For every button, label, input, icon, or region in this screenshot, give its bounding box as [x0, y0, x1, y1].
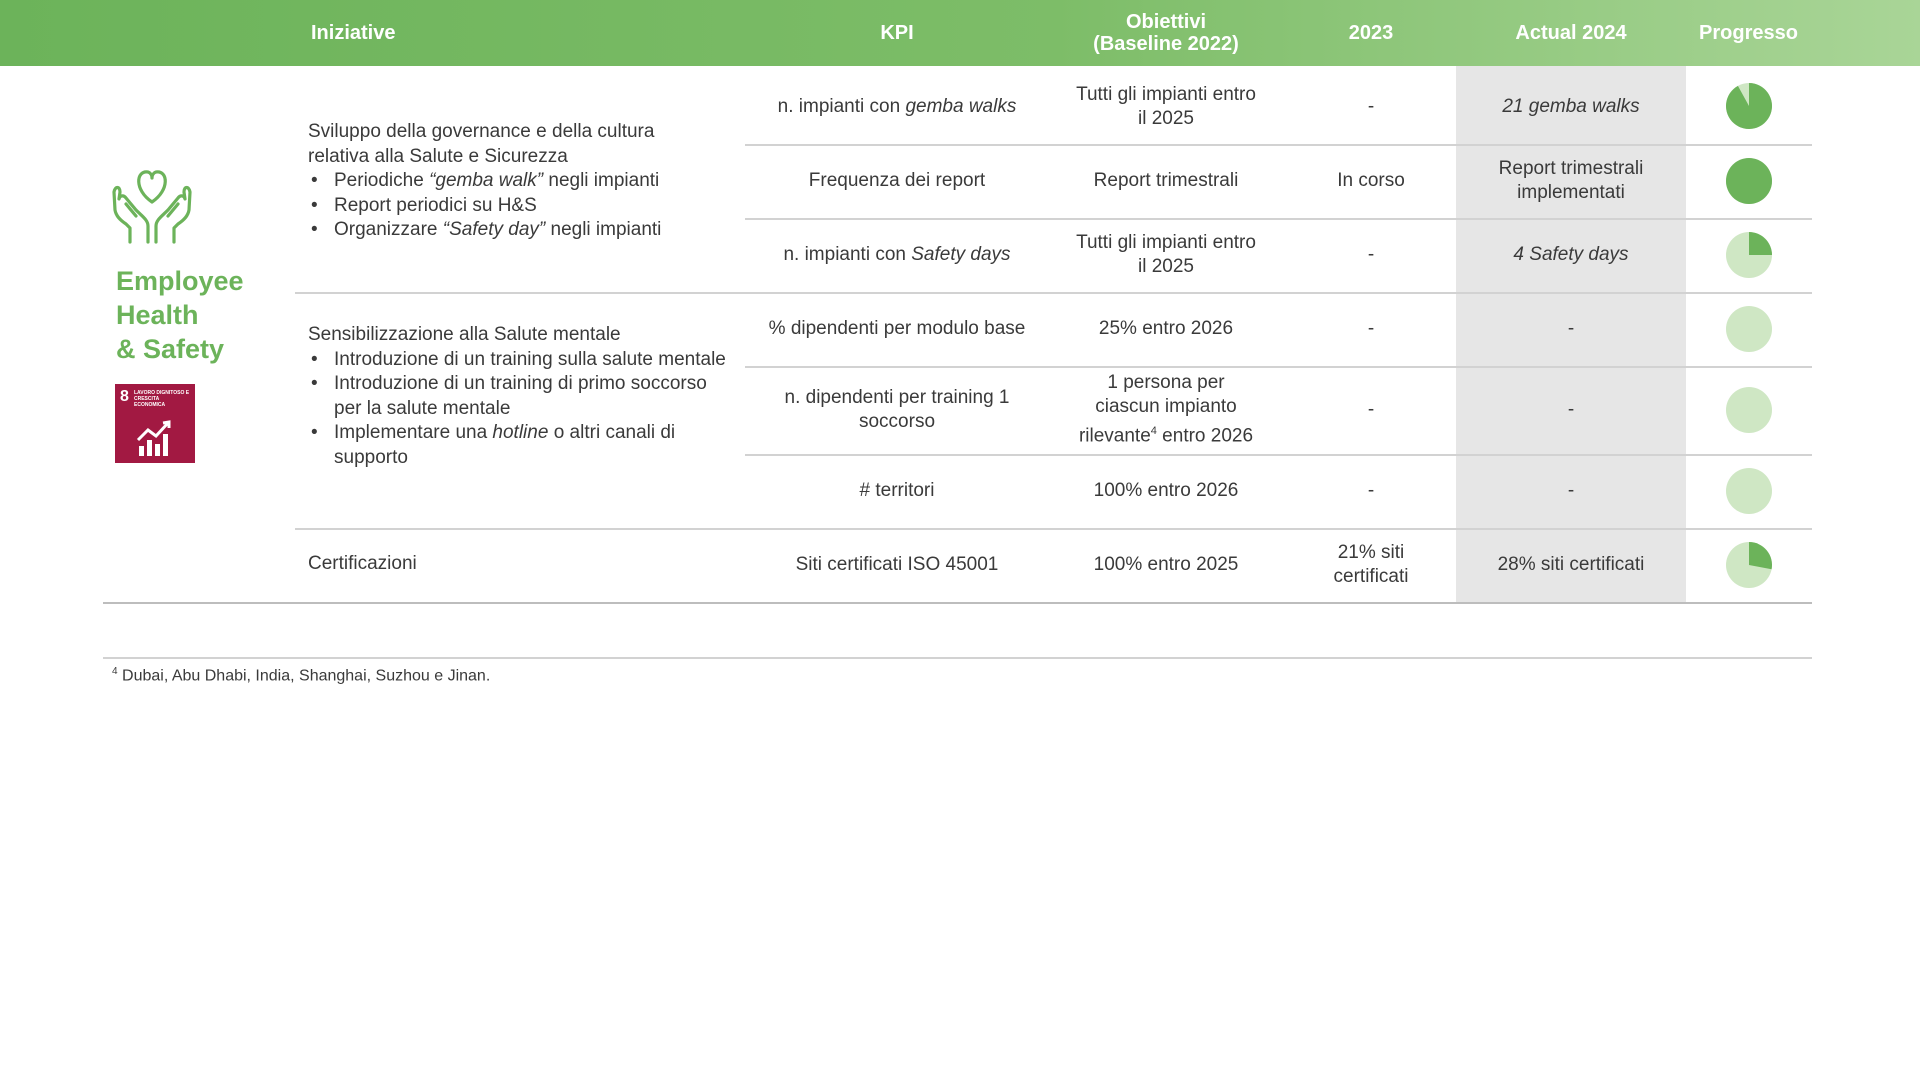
- header-kpi: [748, 0, 1046, 66]
- target-cell: Report trimestrali: [1093, 170, 1239, 191]
- header-iniziative: [311, 0, 561, 66]
- progress-pie-fill: [1749, 232, 1772, 255]
- initiative-governance: [308, 120, 748, 243]
- y2023-cell: -: [1367, 318, 1375, 339]
- list-item: • Organizzare “Safety day” negli impianti: [308, 218, 748, 243]
- category-title-line1: Employee: [116, 266, 244, 296]
- kpi-cell: n. dipendenti per training 1 soccorso: [784, 387, 1010, 432]
- sdg-text: LAVORO DIGNITOSO E CRESCITA ECONOMICA: [134, 390, 190, 408]
- initiative-certificazioni: [308, 552, 738, 577]
- progress-pie: [1725, 386, 1773, 434]
- header-iniziative-label: Iniziative: [311, 22, 396, 44]
- table-bottom-border: [103, 602, 1812, 604]
- progress-pie-fill: [1749, 542, 1772, 569]
- header-actual-2024: [1456, 0, 1686, 66]
- header-obiettivi: [1046, 0, 1286, 66]
- header-obiettivi-line1: Obiettivi: [1125, 11, 1206, 33]
- kpi-cell: n. impianti con gemba walks: [777, 96, 1017, 117]
- progress-pie: [1725, 541, 1773, 589]
- header-kpi-label: KPI: [880, 22, 914, 44]
- list-item: • Report periodici su H&S: [308, 194, 748, 219]
- kpi-cell: Siti certificati ISO 45001: [795, 554, 999, 575]
- actual-cell: 4 Safety days: [1513, 244, 1629, 265]
- progress-pie: [1725, 82, 1773, 130]
- target-cell: 25% entro 2026: [1098, 318, 1234, 339]
- target-cell: 1 persona per ciascun impianto rilevante$^4$ entro 2026: [1078, 372, 1254, 447]
- actual-cell: Report trimestrali implementati: [1498, 158, 1644, 203]
- initiative-mental-health-title: Sensibilizzazione alla Salute mentale: [308, 324, 621, 345]
- progress-pie: [1725, 231, 1773, 279]
- kpi-cell: # territori: [859, 480, 935, 501]
- header-2023: [1286, 0, 1456, 66]
- target-cell: Tutti gli impianti entro il 2025: [1076, 84, 1256, 129]
- actual-cell: -: [1567, 318, 1575, 339]
- kpi-cell: Frequenza dei report: [808, 170, 986, 191]
- y2023-cell: -: [1367, 399, 1375, 420]
- target-cell: Tutti gli impianti entro il 2025: [1076, 232, 1256, 277]
- initiative-mental-health-list: [308, 348, 738, 471]
- actual-cell: 28% siti certificati: [1497, 554, 1645, 575]
- category-title: [116, 264, 244, 366]
- y2023-cell: 21% siti certificati: [1333, 542, 1409, 587]
- list-item: • Introduzione di un training sulla salute mentale: [308, 348, 738, 373]
- header-2023-label: 2023: [1348, 22, 1394, 44]
- actual-cell: -: [1567, 399, 1575, 420]
- category-title-line3: & Safety: [116, 334, 225, 364]
- progress-pie: [1725, 157, 1773, 205]
- footnote-divider: [103, 657, 1812, 659]
- actual-cell: 21 gemba walks: [1502, 96, 1640, 117]
- initiative-certificazioni-title: Certificazioni: [308, 553, 417, 574]
- initiative-mental-health: [308, 323, 738, 470]
- footnote-marker: 4: [112, 666, 118, 677]
- progress-pie-track: [1726, 468, 1772, 514]
- header-obiettivi-line2: (Baseline 2022): [1093, 33, 1239, 55]
- list-item: • Periodiche “gemba walk” negli impianti: [308, 169, 748, 194]
- header-progresso: [1686, 0, 1811, 66]
- growth-chart-icon: [135, 420, 175, 458]
- list-item: • Implementare una hotline o altri canali di supporto: [308, 421, 738, 470]
- header-progresso-label: Progresso: [1699, 22, 1798, 44]
- y2023-cell: In corso: [1337, 170, 1405, 191]
- target-cell: 100% entro 2025: [1093, 554, 1239, 575]
- kpi-cell: % dipendenti per modulo base: [768, 318, 1026, 339]
- footnote-text: Dubai, Abu Dhabi, India, Shanghai, Suzhou e Jinan.: [117, 667, 491, 685]
- footnote: [112, 666, 490, 685]
- progress-pie-fill: [1726, 158, 1772, 204]
- initiative-governance-list: [308, 169, 748, 243]
- hands-heart-icon: [112, 164, 192, 246]
- y2023-cell: -: [1367, 480, 1375, 501]
- actual-cell: -: [1567, 480, 1575, 501]
- y2023-cell: -: [1367, 96, 1375, 117]
- target-cell: 100% entro 2026: [1093, 480, 1239, 501]
- initiative-governance-title-line2: relativa alla Salute e Sicurezza: [308, 145, 568, 167]
- y2023-cell: -: [1367, 244, 1375, 265]
- progress-pie-track: [1726, 387, 1772, 433]
- kpi-cell: n. impianti con Safety days: [783, 244, 1011, 265]
- sdg-8-badge: [115, 384, 195, 463]
- progress-pie: [1725, 467, 1773, 515]
- category-title-line2: Health: [116, 300, 199, 330]
- header-actual-2024-label: Actual 2024: [1515, 22, 1627, 44]
- list-item: • Introduzione di un training di primo soccorso per la salute mentale: [308, 372, 738, 421]
- progress-pie: [1725, 305, 1773, 353]
- progress-pie-track: [1726, 306, 1772, 352]
- sdg-number: 8: [120, 388, 129, 405]
- progress-pie-fill: [1726, 83, 1772, 129]
- initiative-governance-title-line1: Sviluppo della governance e della cultura: [308, 121, 655, 142]
